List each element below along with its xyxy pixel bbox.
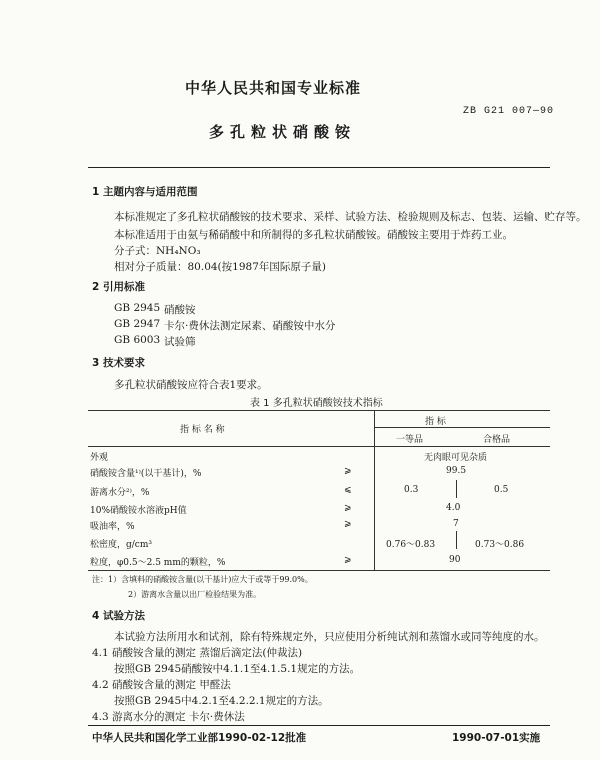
table-bottom-rule: [88, 570, 550, 571]
table-note-2: 2）游离水含量以出厂检验结果为准。: [128, 590, 262, 599]
table-row-value-qualified: 0.73～0.86: [475, 540, 525, 550]
ref-name: 试验筛: [164, 336, 196, 348]
standard-code: ZB G21 007—90: [463, 106, 555, 117]
ref-name: 硝酸铵: [164, 304, 196, 316]
table-column-divider: [374, 410, 375, 570]
table-subheader-rule: [374, 427, 550, 428]
clause-4-3: 4.3 游离水分的测定 卡尔·费休法: [92, 711, 245, 723]
document-title: 多孔粒状硝酸铵: [209, 123, 357, 141]
section-1-heading: 1 主题内容与适用范围: [92, 186, 198, 198]
ref-code: GB 2947: [114, 318, 161, 330]
section-3-heading: 3 技术要求: [92, 357, 145, 369]
table-row-value: 无肉眼可见杂质: [424, 453, 488, 463]
org-title: 中华人民共和国专业标准: [185, 79, 362, 97]
ref-name: 卡尔·费休法测定尿素、硝酸铵中水分: [164, 320, 336, 332]
table-row-name: 松密度，g/cm³: [90, 540, 152, 550]
table-row-value-qualified: 0.5: [494, 485, 509, 495]
table-row-symbol: ⩽: [344, 485, 352, 495]
molecular-formula: 分子式：NH₄NO₃: [114, 245, 201, 257]
table-row-symbol: ⩾: [344, 519, 352, 529]
table-row-name: 游离水分²⁾，%: [90, 488, 150, 498]
clause-4-1-body: 按照GB 2945硝酸铵中4.1.1至4.1.5.1规定的方法。: [114, 663, 361, 675]
table-caption: 表 1 多孔粒状硝酸铵技术指标: [250, 398, 383, 409]
implementation-date: 1990-07-01实施: [452, 732, 541, 744]
section-1-para-1: 本标准规定了多孔粒状硝酸铵的技术要求、采样、试验方法、检验规则及标志、包装、运输、贮存等。: [114, 211, 587, 223]
table-row-name: 粒度，φ0.5～2.5 mm的颗粒，%: [90, 558, 226, 568]
ref-code: GB 2945: [114, 302, 161, 314]
table-row-symbol: ⩾: [344, 503, 352, 513]
table-top-rule: [88, 410, 550, 411]
col-header-index: 指 标: [425, 417, 446, 427]
table-row-value-first: 0.3: [404, 485, 419, 495]
header-rule: [88, 167, 550, 168]
table-row-name: 吸油率，%: [90, 522, 135, 532]
table-row-name: 外观: [90, 453, 109, 463]
table-row-symbol: ⩾: [344, 555, 352, 565]
section-1-para-2: 本标准适用于由氨与稀硝酸中和所制得的多孔粒状硝酸铵。硝酸铵主要用于炸药工业。: [114, 229, 513, 241]
ref-code: GB 6003: [114, 334, 161, 346]
table-row-value: 99.5: [446, 466, 467, 476]
table-note-1: 注：1）含填料的硝酸铵含量(以干基计)应大于或等于99.0%。: [92, 575, 313, 584]
table-row-value: 90: [449, 555, 461, 565]
table-row-value-first: 0.76～0.83: [386, 540, 436, 550]
molecular-mass: 相对分子质量：80.04(按1987年国际原子量): [114, 261, 326, 273]
col-header-item: 指 标 名 称: [180, 425, 225, 435]
clause-4-2-body: 按照GB 2945中4.2.1至4.2.2.1规定的方法。: [114, 695, 329, 707]
approval-line: 中华人民共和国化学工业部1990-02-12批准: [92, 732, 307, 744]
footer-rule: [88, 725, 550, 726]
section-2-heading: 2 引用标准: [92, 281, 145, 293]
clause-4-1: 4.1 硝酸铵含量的测定 蒸馏后滴定法(仲裁法): [92, 647, 303, 659]
value-split-divider: [456, 531, 457, 549]
section-3-para: 多孔粒状硝酸铵应符合表1要求。: [114, 379, 268, 391]
table-row-symbol: ⩾: [344, 466, 352, 476]
col-header-qualified: 合格品: [483, 435, 511, 445]
col-header-first-grade: 一等品: [396, 435, 424, 445]
clause-4-2: 4.2 硝酸铵含量的测定 甲醛法: [92, 679, 231, 691]
section-4-heading: 4 试验方法: [92, 610, 145, 622]
table-row-value: 4.0: [446, 503, 461, 513]
table-header-rule: [88, 446, 550, 447]
section-4-para: 本试验方法所用水和试剂，除有特殊规定外，只应使用分析纯试剂和蒸馏水或同等纯度的水。: [114, 631, 545, 643]
table-row-value: 7: [453, 519, 459, 529]
table-row-name: 10%硝酸铵水溶液pH值: [90, 506, 187, 516]
value-split-divider: [456, 480, 457, 498]
table-row-name: 硝酸铵含量¹⁾(以干基计)，%: [90, 469, 202, 479]
